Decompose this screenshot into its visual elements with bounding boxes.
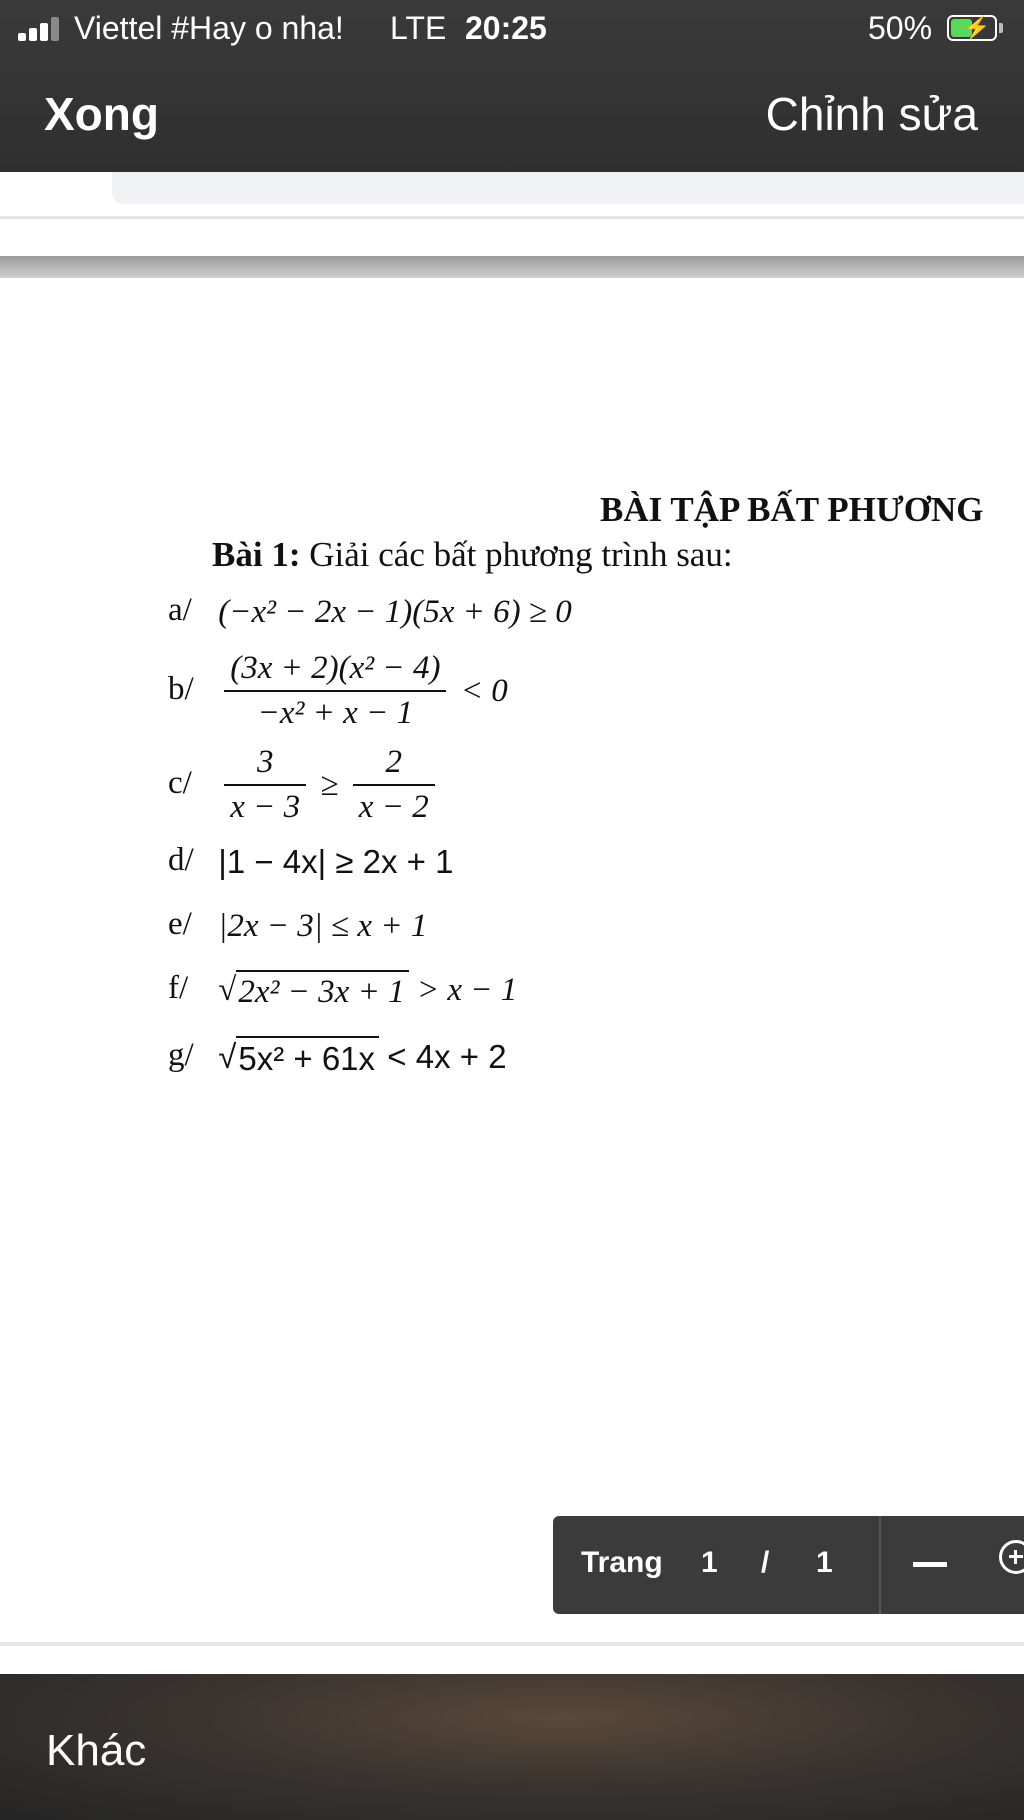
zoom-out-icon[interactable]: [913, 1562, 947, 1567]
page-edge: [0, 256, 1024, 278]
item-label: d/: [168, 842, 194, 878]
bottom-toolbar: [0, 1674, 1024, 1820]
battery-tip: [999, 23, 1003, 33]
divider: [0, 1642, 1024, 1646]
exercise-number: Bài 1:: [212, 535, 301, 574]
document-title: BÀI TẬP BẤT PHƯƠNG: [600, 490, 984, 529]
inequality-rhs: > x − 1: [416, 972, 518, 1008]
pager-divider: [879, 1516, 881, 1614]
numerator: (3x + 2)(x² − 4): [224, 650, 446, 692]
total-pages: 1: [816, 1546, 833, 1579]
inequality-expression: (−x² − 2x − 1)(5x + 6) ≥ 0: [218, 593, 572, 630]
top-bar: [0, 0, 1024, 172]
address-bar-remnant: [112, 172, 1024, 204]
radicand: 2x² − 3x + 1: [236, 970, 408, 1011]
item-label: a/: [168, 592, 192, 628]
edit-button[interactable]: Chỉnh sửa: [765, 88, 978, 140]
item-label: e/: [168, 906, 192, 942]
inequality-rhs: < 4x + 2: [387, 1038, 507, 1075]
status-time: 20:25: [465, 10, 547, 46]
status-bar: [0, 0, 1024, 58]
inequality-e: [168, 906, 427, 945]
page-separator: /: [761, 1546, 770, 1579]
item-label: g/: [168, 1036, 194, 1073]
denominator: −x² + x − 1: [257, 695, 414, 731]
item-label: b/: [168, 670, 194, 707]
numerator: 2: [353, 744, 435, 786]
other-button[interactable]: Khác: [46, 1726, 147, 1775]
inequality-a: [168, 592, 572, 631]
page-control: [553, 1516, 1024, 1614]
battery-percent: 50%: [868, 10, 933, 46]
numerator: 3: [224, 744, 306, 786]
inequality-d: [168, 842, 453, 881]
inequality-f: [168, 970, 517, 1011]
network-type: LTE: [390, 10, 447, 46]
fraction: [224, 650, 446, 732]
item-label: c/: [168, 764, 192, 801]
battery-icon: [947, 15, 997, 41]
signal-icon: [18, 17, 64, 41]
inequality-expression: |2x − 3| ≤ x + 1: [218, 907, 428, 944]
operator: ≥: [320, 766, 339, 803]
exercise-heading: [212, 535, 733, 575]
zoom-in-icon[interactable]: [999, 1540, 1024, 1574]
charging-bolt-icon: ⚡: [963, 15, 991, 40]
denominator: x − 3: [230, 789, 301, 825]
sqrt-sign: √: [218, 972, 237, 1008]
fraction-right: [353, 744, 435, 826]
page-label: Trang: [581, 1546, 663, 1579]
carrier-name: Viettel #Hay o nha!: [74, 10, 344, 46]
denominator: x − 2: [358, 789, 429, 825]
inequality-expression: |1 − 4x| ≥ 2x + 1: [218, 843, 454, 881]
inequality-b: [168, 650, 508, 732]
sqrt-sign: √: [218, 1038, 237, 1075]
inequality-c: [168, 744, 441, 826]
item-label: f/: [168, 970, 189, 1007]
inequality-g: [168, 1036, 507, 1078]
fraction-left: [224, 744, 306, 826]
current-page: 1: [701, 1546, 718, 1579]
exercise-text: Giải các bất phương trình sau:: [309, 535, 733, 574]
done-button[interactable]: Xong: [44, 88, 159, 140]
inequality-rhs: < 0: [460, 672, 508, 709]
divider: [0, 216, 1024, 219]
radicand: 5x² + 61x: [236, 1036, 379, 1078]
